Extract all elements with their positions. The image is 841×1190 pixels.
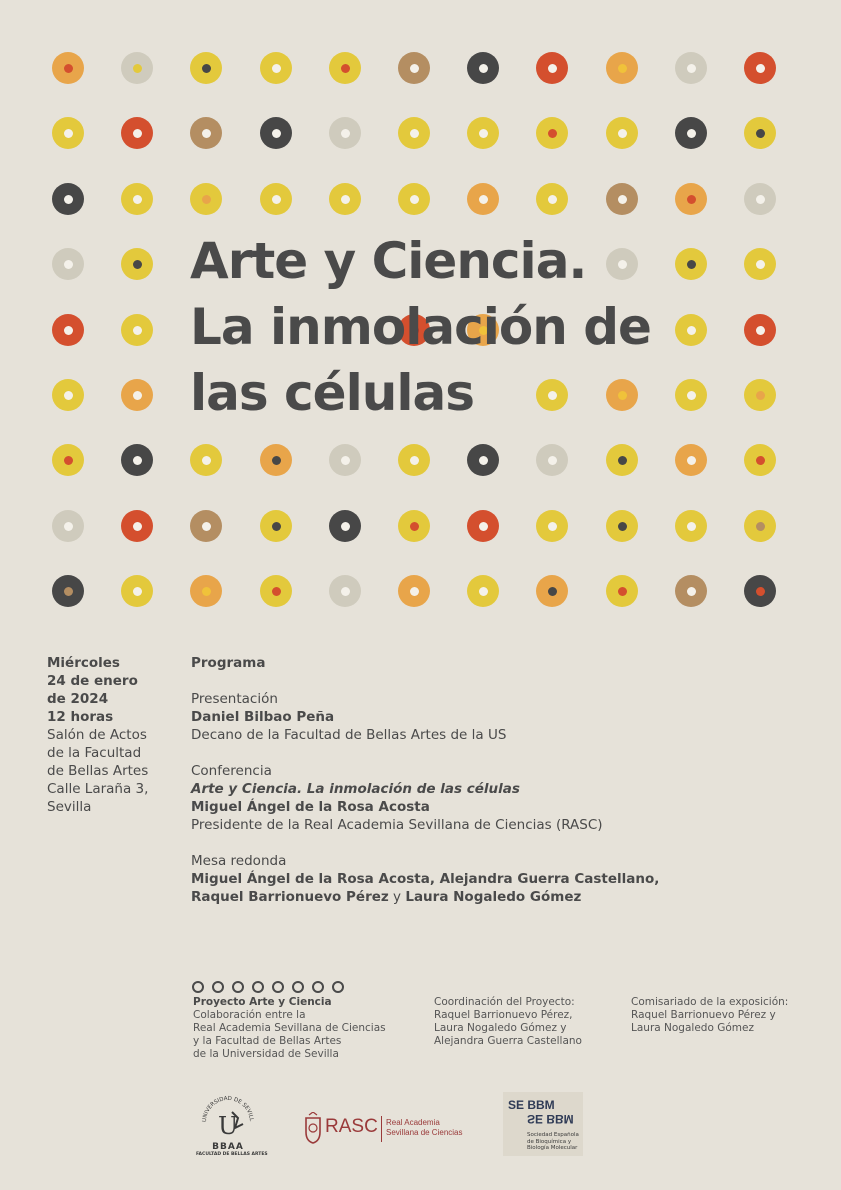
dot-r6-c1 [52, 379, 84, 411]
event-date-2: de 2024 [47, 691, 109, 707]
dot-r3-c7 [467, 183, 499, 215]
sebbm-line-1: Sociedad Española [527, 1132, 579, 1138]
dot-r8-c7 [467, 510, 499, 542]
dot-r7-c2 [121, 444, 153, 476]
svg-text:UNIVERSIDAD DE SEVILLA: UNIVERSIDAD DE SEVILL [201, 1095, 255, 1123]
dot-r7-c10 [675, 444, 707, 476]
dot-r8-c10 [675, 510, 707, 542]
conference-title: Arte y Ciencia. La inmolación de las células [191, 781, 520, 797]
event-place-3: de Bellas Artes [47, 763, 149, 779]
dot-r3-c10 [675, 183, 707, 215]
title-line-1: Arte y Ciencia. [190, 232, 587, 290]
page-title [190, 228, 710, 426]
dot-r1-c2 [121, 52, 153, 84]
dot-r9-c1 [52, 575, 84, 607]
logo-strip [0, 1090, 841, 1160]
dot-r8-c9 [606, 510, 638, 542]
dot-r2-c1 [52, 117, 84, 149]
event-place-2: de la Facultad [47, 745, 142, 761]
rasc-name [386, 1118, 463, 1138]
dot-r1-c3 [190, 52, 222, 84]
dot-r7-c4 [260, 444, 292, 476]
dot-r8-c3 [190, 510, 222, 542]
dot-r9-c7 [467, 575, 499, 607]
dot-r1-c10 [675, 52, 707, 84]
dot-r8-c4 [260, 510, 292, 542]
coord-line-4: Alejandra Guerra Castellano [434, 1035, 582, 1047]
event-place-4: Calle Laraña 3, [47, 781, 149, 797]
dot-r3-c2 [121, 183, 153, 215]
dot-r1-c11 [744, 52, 776, 84]
us-bbaa: BBAA [212, 1142, 244, 1152]
small-dot-row [192, 978, 352, 997]
event-time: 12 horas [47, 709, 114, 725]
dot-r3-c5 [329, 183, 361, 215]
dot-r7-c5 [329, 444, 361, 476]
dot-r9-c2 [121, 575, 153, 607]
dot-r2-c6 [398, 117, 430, 149]
dot-r7-c9 [606, 444, 638, 476]
event-place-1: Salón de Actos [47, 727, 147, 743]
title-line-3: las células [190, 364, 474, 422]
dot-r1-c6 [398, 52, 430, 84]
dot-r1-c8 [536, 52, 568, 84]
sebbm-line-3: Biología Molecular [527, 1145, 578, 1151]
project-credit [193, 996, 386, 1061]
presentation-label: Presentación [191, 691, 278, 707]
dot-r1-c1 [52, 52, 84, 84]
dot-r9-c11 [744, 575, 776, 607]
dot-r2-c3 [190, 117, 222, 149]
event-date-1: 24 de enero [47, 673, 138, 689]
rasc-short: RASC [325, 1116, 378, 1137]
round-table-line-2 [191, 888, 751, 906]
dot-r7-c1 [52, 444, 84, 476]
dot-r2-c8 [536, 117, 568, 149]
event-details [47, 654, 187, 816]
dot-r5-c2 [121, 314, 153, 346]
dot-r5-c11 [744, 314, 776, 346]
dot-r9-c8 [536, 575, 568, 607]
dot-r9-c3 [190, 575, 222, 607]
coord-line-3: Laura Nogaledo Gómez y [434, 1022, 567, 1034]
rasc-logo [303, 1112, 463, 1146]
project-line-1: Colaboración entre la [193, 1009, 306, 1021]
svg-text:U: U [218, 1112, 239, 1138]
dot-r2-c5 [329, 117, 361, 149]
dot-r1-c7 [467, 52, 499, 84]
dot-r1-c9 [606, 52, 638, 84]
dot-r9-c6 [398, 575, 430, 607]
rasc-line-1: Real Academia [386, 1118, 440, 1127]
dot-r7-c3 [190, 444, 222, 476]
curator-credit [631, 996, 788, 1035]
dot-r7-c11 [744, 444, 776, 476]
rasc-crest-icon [303, 1112, 323, 1144]
conference-name: Miguel Ángel de la Rosa Acosta [191, 799, 430, 815]
coord-line-1: Coordinación del Proyecto: [434, 996, 575, 1008]
sebbm-logo [503, 1092, 583, 1156]
dot-r8-c5 [329, 510, 361, 542]
dot-r3-c3 [190, 183, 222, 215]
coordination-credit [434, 996, 582, 1048]
sebbm-caption [527, 1132, 579, 1152]
presentation-role: Decano de la Facultad de Bellas Artes de la US [191, 727, 507, 743]
sebbm-top: SE BBM [508, 1098, 555, 1112]
dot-r2-c10 [675, 117, 707, 149]
us-caption: FACULTAD DE BELLAS ARTES [196, 1152, 268, 1157]
dot-r7-c8 [536, 444, 568, 476]
dot-r7-c7 [467, 444, 499, 476]
dot-r2-c2 [121, 117, 153, 149]
curator-line-1: Comisariado de la exposición: [631, 996, 789, 1008]
dot-r2-c4 [260, 117, 292, 149]
round-table-name-b: Laura Nogaledo Gómez [405, 889, 582, 905]
dot-r8-c6 [398, 510, 430, 542]
project-line-3: y la Facultad de Bellas Artes [193, 1035, 342, 1047]
event-day: Miércoles [47, 655, 120, 671]
conference-role: Presidente de la Real Academia Sevillana de Ciencias (RASC) [191, 817, 603, 833]
project-line-4: de la Universidad de Sevilla [193, 1048, 339, 1060]
dot-r9-c9 [606, 575, 638, 607]
event-place-5: Sevilla [47, 799, 92, 815]
dot-r8-c8 [536, 510, 568, 542]
dot-r3-c8 [536, 183, 568, 215]
title-line-2: La inmolación de [190, 298, 651, 356]
rasc-line-2: Sevillana de Ciencias [386, 1128, 463, 1137]
dot-r7-c6 [398, 444, 430, 476]
dot-r8-c1 [52, 510, 84, 542]
dot-r4-c11 [744, 248, 776, 280]
program-heading: Programa [191, 655, 266, 671]
dot-r3-c1 [52, 183, 84, 215]
round-table-line-1: Miguel Ángel de la Rosa Acosta, Alejandra Guerra Castellano, [191, 871, 660, 887]
dot-r3-c6 [398, 183, 430, 215]
dot-r3-c4 [260, 183, 292, 215]
dot-r8-c11 [744, 510, 776, 542]
dot-r5-c1 [52, 314, 84, 346]
dot-r9-c5 [329, 575, 361, 607]
us-seal-icon [196, 1094, 260, 1138]
round-table-and: y [388, 889, 406, 905]
dot-r9-c4 [260, 575, 292, 607]
dot-r2-c7 [467, 117, 499, 149]
dot-r3-c11 [744, 183, 776, 215]
dot-r2-c11 [744, 117, 776, 149]
sebbm-mirror: SE BBM [527, 1112, 574, 1126]
dot-r1-c4 [260, 52, 292, 84]
dot-r3-c9 [606, 183, 638, 215]
dot-r6-c11 [744, 379, 776, 411]
round-table-name-a: Raquel Barrionuevo Pérez [191, 889, 389, 905]
project-line-2: Real Academia Sevillana de Ciencias [193, 1022, 386, 1034]
dot-r6-c2 [121, 379, 153, 411]
round-table-label: Mesa redonda [191, 853, 287, 869]
us-bellas-artes-logo [196, 1094, 268, 1157]
dot-r4-c2 [121, 248, 153, 280]
program [191, 654, 751, 906]
presentation-name: Daniel Bilbao Peña [191, 709, 335, 725]
dot-r9-c10 [675, 575, 707, 607]
dot-r4-c1 [52, 248, 84, 280]
dot-r2-c9 [606, 117, 638, 149]
dot-r8-c2 [121, 510, 153, 542]
curator-line-3: Laura Nogaledo Gómez [631, 1022, 754, 1034]
curator-line-2: Raquel Barrionuevo Pérez y [631, 1009, 776, 1021]
project-title: Proyecto Arte y Ciencia [193, 996, 332, 1008]
conference-label: Conferencia [191, 763, 272, 779]
coord-line-2: Raquel Barrionuevo Pérez, [434, 1009, 573, 1021]
dot-r1-c5 [329, 52, 361, 84]
sebbm-line-2: de Bioquímica y [527, 1138, 572, 1145]
